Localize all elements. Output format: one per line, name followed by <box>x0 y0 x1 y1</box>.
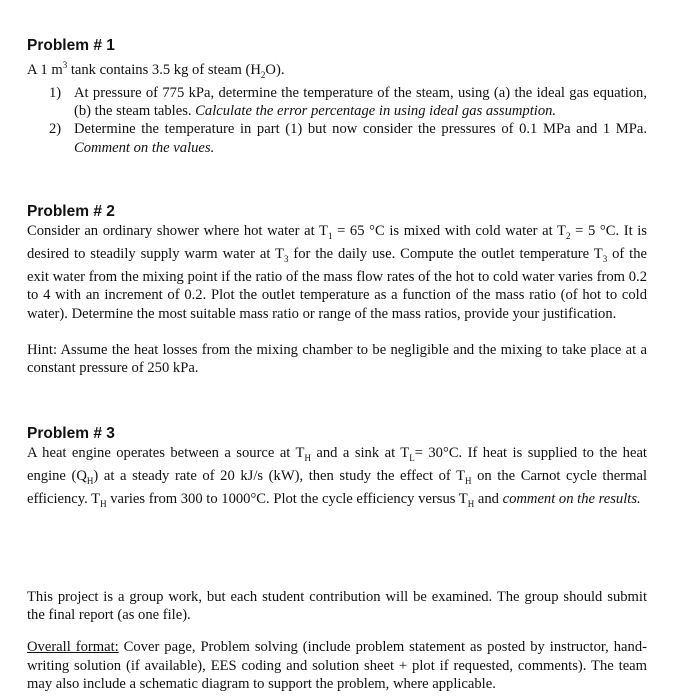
problem-1-title: Problem # 1 <box>27 37 115 54</box>
problem-3-title: Problem # 3 <box>27 425 115 442</box>
problem-3-body: A heat engine operates between a source at $T_H$ and a sink at $T_L= 30^\circ C$. If heat is supplied to the heat engine $(Q_H)$ at a steady rate of 20 kJ/s (kW), then study the effect of $T_H$ on the Carnot cycle thermal efficiency. $T_H$ varies from 300 to 1000°C. Plot the cycle efficiency versus $T_H$ and comment on the results. <box>27 445 647 510</box>
problem-1 <box>27 36 647 157</box>
problem-2 <box>27 202 647 377</box>
overall-format-label: Overall format: <box>27 639 119 656</box>
problem-2-hint: Hint: Assume the heat losses from the mixing chamber to be negligible and the mixing to take place at a constant pressure of 250 kPa. <box>27 341 647 377</box>
list-item: 2) Determine the temperature in part (1) but now consider the pressures of 0.1 MPa and 1 MPa. Comment on the values. <box>49 121 647 156</box>
project-notes <box>27 588 647 693</box>
list-item: 1) At pressure of 775 kPa, determine the temperature of the steam, using (a) the ideal gas equation, (b) the steam tables. Calculate the error percentage in using ideal gas assumption. <box>49 84 647 120</box>
problem-1-list <box>27 84 647 157</box>
overall-format-note: Overall format: Cover page, Problem solving (include problem statement as posted by instructor, hand-writing solution (if available), EES coding and solution sheet + plot if requested, comments). The team may also include a schematic diagram to support the problem, where applicable. <box>27 639 647 692</box>
problem-2-body: Consider an ordinary shower where hot water at $T_1 = 65$ °C is mixed with cold water at $T_2 = 5$ °C. It is desired to steadily supply warm water at $T_3$ for the daily use. Compute the outlet temperature $T_3$ of the exit water from the mixing point if the ratio of the mass flow rates of the hot to cold water varies from 0.2 to 4 with an increment of 0.2. Plot the outlet temperature as a function of the mass ratio (of hot to cold water). Determine the most suitable mass ratio or range of the mass ratios, provide your justification. <box>27 223 647 322</box>
problem-1-intro: A 1 $m^3$ tank contains 3.5 kg of steam $(H_2O)$. <box>27 60 285 80</box>
problem-3 <box>27 424 647 513</box>
group-work-note: This project is a group work, but each student contribution will be examined. The group should submit the final report (as one file). <box>27 589 647 624</box>
problem-2-title: Problem # 2 <box>27 203 115 220</box>
